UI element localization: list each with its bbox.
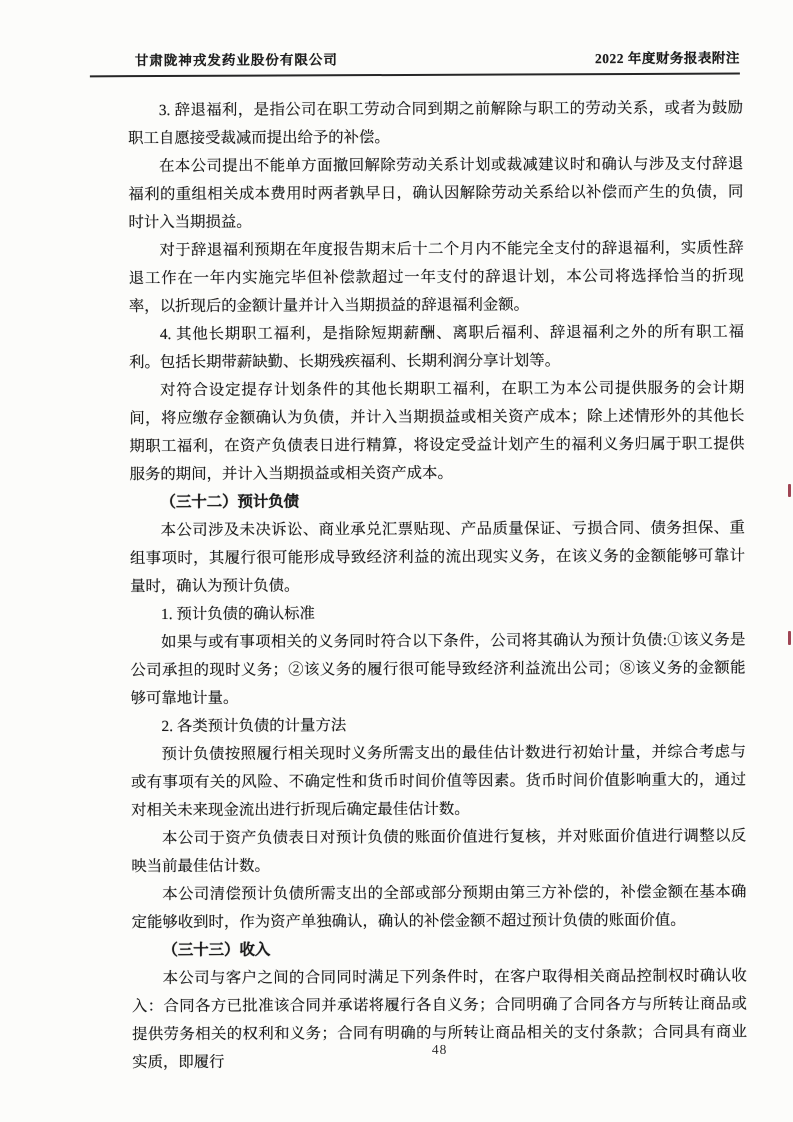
para-provision-reimbursement: 本公司清偿预计负债所需支出的全部或部分预期由第三方补偿的，补偿金额在基本确定能够收到时，作为资产单独确认，确认的补偿金额不超过预计负债的账面价值。	[131, 883, 747, 932]
para-termination-recognition: 在本公司提出不能单方面撤回解除劳动关系计划或裁减建议时和确认与涉及支付辞退福利的重组相关成本费用时两者孰早日，确认因解除劳动关系给以补偿而产生的负债，同时计入当期损益。	[128, 155, 744, 232]
para-provision-initial-measurement: 预计负债按照履行相关现时义务所需支出的最佳估计数进行初始计量，并综合考虑与或有事项有关的风险、不确定性和货币时间价值等因素。货币时间价值影响重大的，通过对相关未来现金流出进行折现后确定最佳估计数。	[130, 743, 746, 820]
para-revenue-recognition: 本公司与客户之间的合同同时满足下列条件时，在客户取得相关商品控制权时确认收入：合同各方已批准该合同并承诺将履行各自义务；合同明确了合同各方与所转让商品或提供劳务相关的权利和义务；合同有明确的与所转让商品相关的支付条款；合同具有商业实质，即履行	[131, 967, 748, 1072]
subheading-provision-recognition: 1. 预计负债的确认标准	[160, 605, 315, 624]
document-body	[128, 94, 747, 1077]
page-header	[90, 46, 740, 77]
para-other-longterm-benefits-accounting: 对符合设定提存计划条件的其他长期职工福利，在职工为本公司提供服务的会计期间，将应缴存金额确认为负债，并计入当期损益或相关资产成本；除上述情形外的其他长期职工福利，在资产负债表日进行精算，将设定受益计划产生的福利义务归属于职工提供服务的期间，并计入当期损益或相关资产成本。	[129, 379, 745, 484]
para-termination-benefits-def: 3. 辞退福利，是指公司在职工劳动合同到期之前解除与职工的劳动关系，或者为鼓励职工自愿接受裁减而提出给予的补偿。	[128, 99, 744, 148]
red-scan-artifact	[788, 631, 791, 645]
section-heading-33-revenue: （三十三）收入	[162, 941, 271, 960]
page-number: 48	[431, 1041, 448, 1057]
section-heading-32-provisions: （三十二）预计负债	[160, 493, 300, 512]
para-other-longterm-benefits-def: 4. 其他长期职工福利，是指除短期薪酬、离职后福利、辞退福利之外的所有职工福利。包括长期带薪缺勤、长期残疾福利、长期利润分享计划等。	[129, 323, 745, 372]
para-provision-conditions: 如果与或有事项相关的义务同时符合以下条件，公司将其确认为预计负债:①该义务是公司承担的现时义务；②该义务的履行很可能导致经济利益流出公司；⑧该义务的金额能够可靠地计量。	[130, 631, 746, 708]
red-scan-artifact	[788, 484, 791, 497]
subheading-provision-measurement: 2. 各类预计负债的计量方法	[161, 717, 347, 736]
company-name: 甘肃陇神戎发药业股份有限公司	[134, 52, 338, 69]
report-title: 2022 年度财务报表附注	[594, 50, 740, 67]
para-provision-review: 本公司于资产负债表日对预计负债的账面价值进行复核，并对账面价值进行调整以反映当前最佳估计数。	[131, 827, 747, 876]
para-provisions-scope: 本公司涉及未决诉讼、商业承兑汇票贴现、产品质量保证、亏损合同、债务担保、重组事项时，其履行很可能形成导致经济利益的流出现实义务，在该义务的金额能够可靠计量时，确认为预计负债。	[129, 519, 746, 596]
para-termination-discount: 对于辞退福利预期在年度报告期末后十二个月内不能完全支付的辞退福利，实质性辞退工作在一年内实施完毕但补偿款超过一年支付的辞退计划，本公司将选择恰当的折现率，以折现后的金额计量并计入当期损益的辞退福利金额。	[128, 239, 744, 316]
